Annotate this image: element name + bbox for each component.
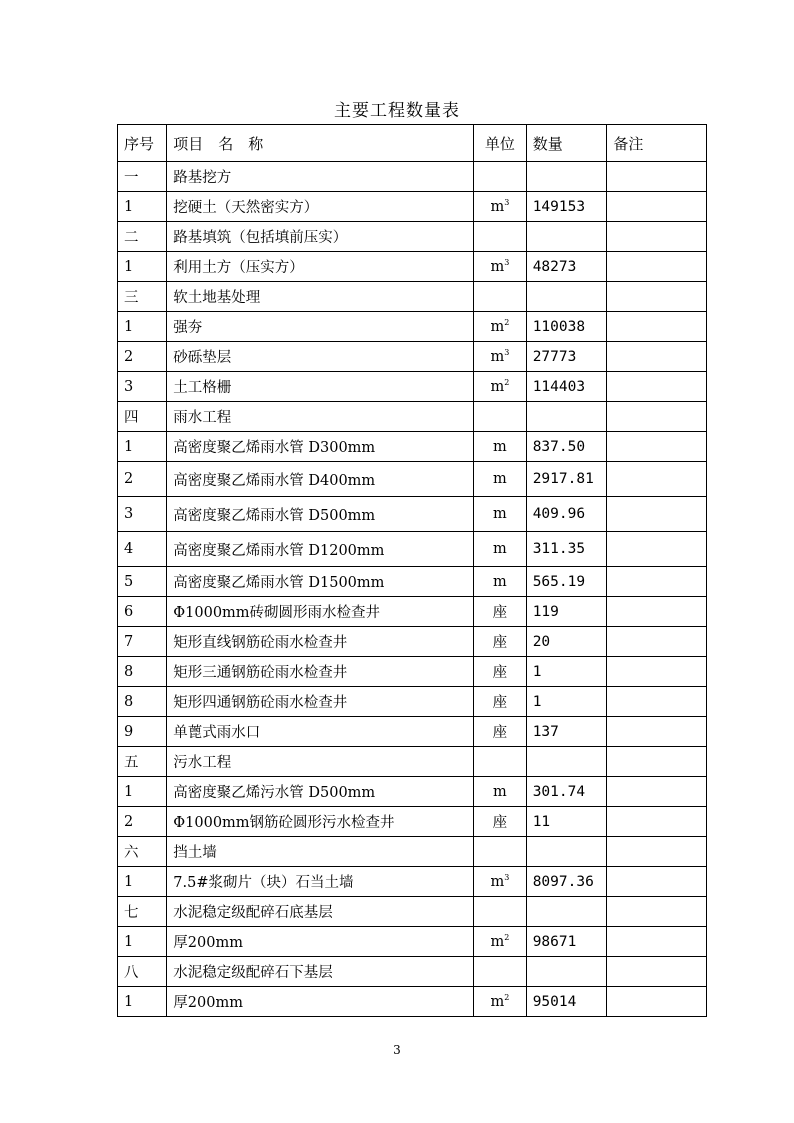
table-row <box>118 162 707 192</box>
row-no: 1 <box>118 927 167 957</box>
row-name: 高密度聚乙烯雨水管 D1200mm <box>167 532 474 567</box>
unit-exponent: 3 <box>504 257 510 267</box>
row-name: 矩形三通钢筋砼雨水检查井 <box>167 657 474 687</box>
row-qty: 301.74 <box>526 777 607 807</box>
row-note <box>607 897 707 927</box>
table-body <box>118 162 707 1017</box>
row-note <box>607 192 707 222</box>
table-row <box>118 342 707 372</box>
row-unit <box>474 837 527 867</box>
row-no: 2 <box>118 342 167 372</box>
row-note <box>607 687 707 717</box>
table-title: 主要工程数量表 <box>334 101 460 121</box>
row-note <box>607 372 707 402</box>
header-unit: 单位 <box>474 125 527 162</box>
row-qty: 837.50 <box>526 432 607 462</box>
row-name: 水泥稳定级配碎石下基层 <box>167 957 474 987</box>
row-name: 水泥稳定级配碎石底基层 <box>167 897 474 927</box>
unit-text: m <box>493 506 507 522</box>
row-name: 高密度聚乙烯雨水管 D400mm <box>167 462 474 497</box>
unit-text: 座 <box>492 635 508 651</box>
row-name: 利用土方（压实方） <box>167 252 474 282</box>
row-name: Φ1000mm钢筋砼圆形污水检查井 <box>167 807 474 837</box>
table-row <box>118 807 707 837</box>
row-unit <box>474 532 527 567</box>
row-no: 2 <box>118 462 167 497</box>
row-name: 厚200mm <box>167 927 474 957</box>
row-qty <box>526 282 607 312</box>
row-no: 7 <box>118 627 167 657</box>
row-unit <box>474 867 527 897</box>
row-unit <box>474 312 527 342</box>
table-row <box>118 432 707 462</box>
row-name: 土工格栅 <box>167 372 474 402</box>
row-note <box>607 282 707 312</box>
row-no: 1 <box>118 987 167 1017</box>
table-row <box>118 687 707 717</box>
row-unit <box>474 372 527 402</box>
unit-text: m <box>490 258 505 275</box>
row-no: 三 <box>118 282 167 312</box>
table-row <box>118 222 707 252</box>
unit-text: m <box>490 198 505 215</box>
row-note <box>607 532 707 567</box>
row-qty: 1 <box>526 687 607 717</box>
table-row <box>118 462 707 497</box>
unit-text: m <box>493 541 507 557</box>
row-unit <box>474 927 527 957</box>
row-note <box>607 222 707 252</box>
row-name: 厚200mm <box>167 987 474 1017</box>
row-unit <box>474 807 527 837</box>
row-qty <box>526 957 607 987</box>
row-note <box>607 402 707 432</box>
table-row <box>118 402 707 432</box>
row-qty: 95014 <box>526 987 607 1017</box>
row-no: 二 <box>118 222 167 252</box>
row-no: 5 <box>118 567 167 597</box>
row-note <box>607 462 707 497</box>
row-name: 路基挖方 <box>167 162 474 192</box>
row-name: 强夯 <box>167 312 474 342</box>
row-no: 1 <box>118 252 167 282</box>
header-name: 项目 名 称 <box>167 125 474 162</box>
row-qty <box>526 897 607 927</box>
unit-text: 座 <box>492 695 508 711</box>
row-no: 1 <box>118 867 167 897</box>
unit-text: 座 <box>492 815 508 831</box>
row-qty: 98671 <box>526 927 607 957</box>
table-row <box>118 192 707 222</box>
row-name: 路基填筑（包括填前压实） <box>167 222 474 252</box>
unit-text: m <box>490 348 505 365</box>
unit-text: m <box>490 993 505 1010</box>
row-name: 挡土墙 <box>167 837 474 867</box>
row-no: 3 <box>118 372 167 402</box>
row-name: 高密度聚乙烯污水管 D500mm <box>167 777 474 807</box>
table-row <box>118 897 707 927</box>
table-header-row <box>118 125 707 162</box>
row-no: 1 <box>118 312 167 342</box>
row-qty: 8097.36 <box>526 867 607 897</box>
row-name: 高密度聚乙烯雨水管 D500mm <box>167 497 474 532</box>
row-note <box>607 807 707 837</box>
row-qty: 48273 <box>526 252 607 282</box>
row-qty: 149153 <box>526 192 607 222</box>
row-unit <box>474 957 527 987</box>
table-row <box>118 717 707 747</box>
row-name: Φ1000mm砖砌圆形雨水检查井 <box>167 597 474 627</box>
row-no: 9 <box>118 717 167 747</box>
table-row <box>118 837 707 867</box>
row-note <box>607 657 707 687</box>
row-name: 矩形四通钢筋砼雨水检查井 <box>167 687 474 717</box>
table-row <box>118 777 707 807</box>
unit-exponent: 3 <box>504 347 510 357</box>
table-row <box>118 497 707 532</box>
row-unit <box>474 747 527 777</box>
row-unit <box>474 687 527 717</box>
table-row <box>118 657 707 687</box>
row-unit <box>474 282 527 312</box>
unit-exponent: 2 <box>504 317 510 327</box>
table-row <box>118 597 707 627</box>
row-name: 矩形直线钢筋砼雨水检查井 <box>167 627 474 657</box>
row-no: 4 <box>118 532 167 567</box>
row-note <box>607 432 707 462</box>
table-row <box>118 282 707 312</box>
row-qty: 20 <box>526 627 607 657</box>
row-qty: 110038 <box>526 312 607 342</box>
row-unit <box>474 342 527 372</box>
row-note <box>607 162 707 192</box>
table-row <box>118 957 707 987</box>
row-qty <box>526 837 607 867</box>
row-unit <box>474 987 527 1017</box>
unit-text: m <box>490 318 505 335</box>
unit-exponent: 2 <box>504 932 510 942</box>
unit-text: m <box>493 438 507 455</box>
row-no: 2 <box>118 807 167 837</box>
row-name: 软土地基处理 <box>167 282 474 312</box>
row-qty: 409.96 <box>526 497 607 532</box>
row-no: 一 <box>118 162 167 192</box>
header-qty: 数量 <box>526 125 607 162</box>
unit-text: m <box>490 873 505 890</box>
table-row <box>118 627 707 657</box>
row-unit <box>474 777 527 807</box>
table-row <box>118 312 707 342</box>
row-unit <box>474 657 527 687</box>
row-no: 七 <box>118 897 167 927</box>
row-note <box>607 627 707 657</box>
row-unit <box>474 402 527 432</box>
unit-exponent: 2 <box>504 992 510 1002</box>
unit-exponent: 2 <box>504 377 510 387</box>
row-note <box>607 927 707 957</box>
row-no: 1 <box>118 432 167 462</box>
header-no: 序号 <box>118 125 167 162</box>
row-no: 1 <box>118 192 167 222</box>
unit-text: m <box>490 378 505 395</box>
row-name: 污水工程 <box>167 747 474 777</box>
row-unit <box>474 462 527 497</box>
row-unit <box>474 222 527 252</box>
row-note <box>607 597 707 627</box>
table-row <box>118 927 707 957</box>
row-note <box>607 312 707 342</box>
row-no: 1 <box>118 777 167 807</box>
row-no: 3 <box>118 497 167 532</box>
row-note <box>607 567 707 597</box>
row-qty: 1 <box>526 657 607 687</box>
row-no: 五 <box>118 747 167 777</box>
row-note <box>607 987 707 1017</box>
row-qty <box>526 402 607 432</box>
row-note <box>607 837 707 867</box>
unit-text: 座 <box>492 725 508 741</box>
row-qty: 119 <box>526 597 607 627</box>
row-qty <box>526 162 607 192</box>
row-qty: 137 <box>526 717 607 747</box>
row-name: 高密度聚乙烯雨水管 D300mm <box>167 432 474 462</box>
row-unit <box>474 627 527 657</box>
row-qty: 11 <box>526 807 607 837</box>
row-no: 6 <box>118 597 167 627</box>
quantity-table <box>117 124 707 1017</box>
row-qty: 311.35 <box>526 532 607 567</box>
table-row <box>118 372 707 402</box>
unit-text: 座 <box>492 665 508 681</box>
row-unit <box>474 897 527 927</box>
row-qty <box>526 222 607 252</box>
row-no: 四 <box>118 402 167 432</box>
row-no: 八 <box>118 957 167 987</box>
row-no: 8 <box>118 687 167 717</box>
row-unit <box>474 597 527 627</box>
unit-text: m <box>493 573 507 590</box>
table-row <box>118 987 707 1017</box>
unit-text: m <box>493 783 507 800</box>
row-unit <box>474 432 527 462</box>
unit-text: m <box>490 933 505 950</box>
unit-exponent: 3 <box>504 197 510 207</box>
row-note <box>607 777 707 807</box>
table-row <box>118 532 707 567</box>
row-name: 砂砾垫层 <box>167 342 474 372</box>
row-note <box>607 747 707 777</box>
row-qty: 27773 <box>526 342 607 372</box>
header-note: 备注 <box>607 125 707 162</box>
row-name: 单蓖式雨水口 <box>167 717 474 747</box>
table-row <box>118 867 707 897</box>
row-note <box>607 497 707 532</box>
table-row <box>118 567 707 597</box>
row-no: 六 <box>118 837 167 867</box>
row-qty <box>526 747 607 777</box>
row-note <box>607 252 707 282</box>
unit-text: 座 <box>492 605 508 621</box>
row-note <box>607 342 707 372</box>
row-unit <box>474 497 527 532</box>
row-unit <box>474 252 527 282</box>
row-name: 7.5#浆砌片（块）石当土墙 <box>167 867 474 897</box>
row-name: 高密度聚乙烯雨水管 D1500mm <box>167 567 474 597</box>
row-qty: 565.19 <box>526 567 607 597</box>
table-row <box>118 747 707 777</box>
unit-text: m <box>493 471 507 487</box>
row-name: 挖硬土（天然密实方） <box>167 192 474 222</box>
row-no: 8 <box>118 657 167 687</box>
row-unit <box>474 162 527 192</box>
row-qty: 2917.81 <box>526 462 607 497</box>
table-row <box>118 252 707 282</box>
row-qty: 114403 <box>526 372 607 402</box>
row-unit <box>474 567 527 597</box>
row-note <box>607 957 707 987</box>
row-name: 雨水工程 <box>167 402 474 432</box>
page-number: 3 <box>393 1043 401 1057</box>
unit-exponent: 3 <box>504 872 510 882</box>
row-note <box>607 717 707 747</box>
row-note <box>607 867 707 897</box>
row-unit <box>474 717 527 747</box>
row-unit <box>474 192 527 222</box>
